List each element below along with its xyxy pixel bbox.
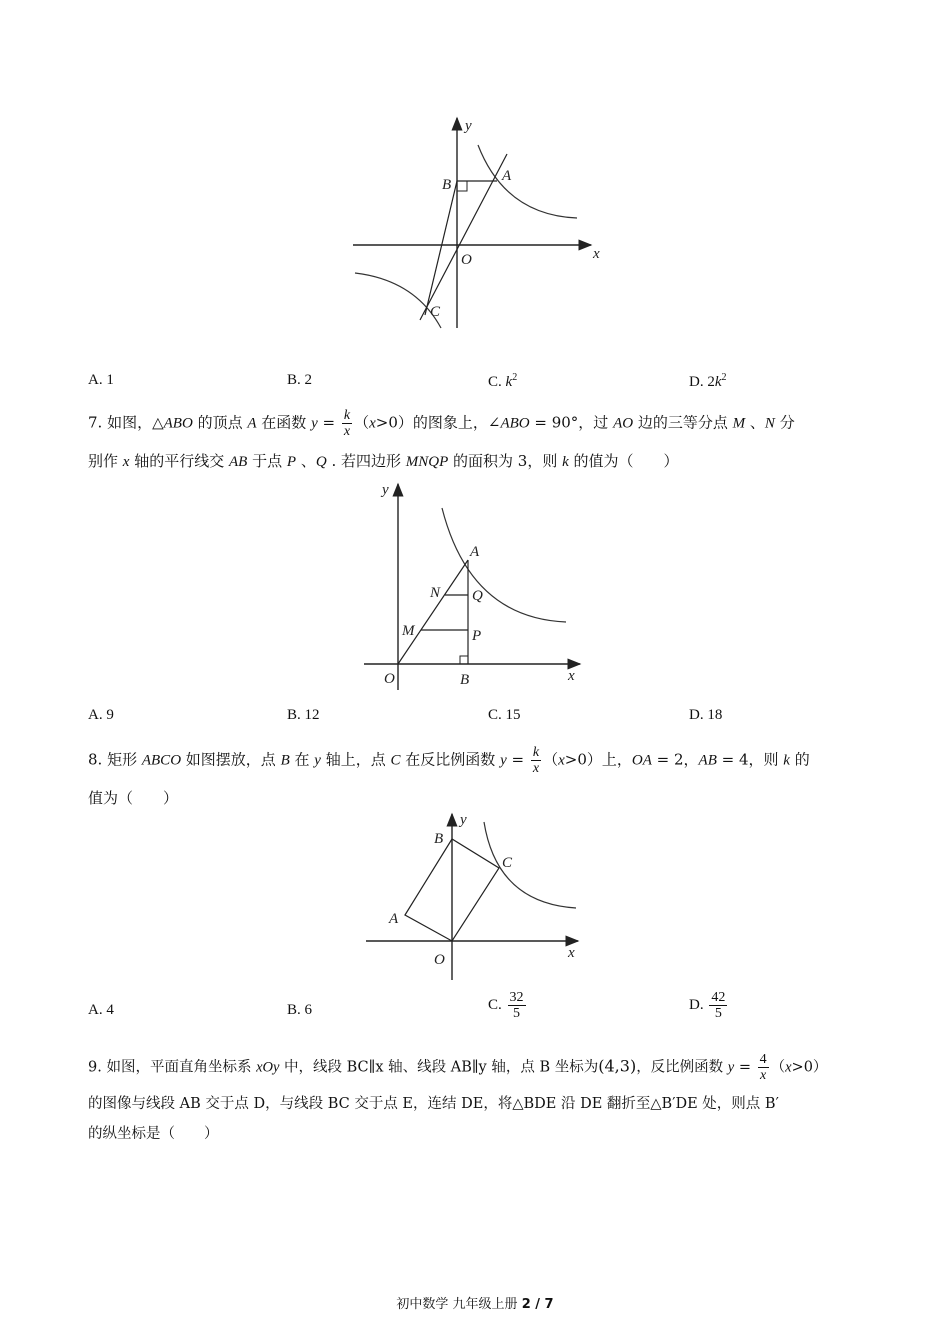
label-O: O <box>434 952 445 968</box>
q6-option-d: D. $2k^2$ <box>689 372 727 390</box>
q6-option-b: B. 2 <box>287 372 313 388</box>
right-angle-mark <box>460 656 468 664</box>
label-y: y <box>465 118 472 134</box>
q6-figure <box>345 110 615 335</box>
q7-option-a: A. 9 <box>88 707 114 723</box>
q9-fraction: $\frac{4}{x}$ <box>759 1052 767 1083</box>
q6-option-c: C. $k^2$ <box>488 372 518 390</box>
hyperbola <box>442 508 566 622</box>
q8-option-d: D. $\frac{42}{5}$ <box>689 990 726 1021</box>
label-A: A <box>470 544 480 560</box>
q8-option-c: C. $\frac{32}{5}$ <box>488 990 524 1021</box>
label-O: O <box>461 252 472 268</box>
q9-line-1: 9. 如图，平面直角坐标系 xOy 中，线段 BC∥x 轴、线段 AB∥y 轴，点 B 坐标为(4,3)，反比例函数 y = $\frac{4}{x}$ （x>0） <box>88 1052 828 1083</box>
segment-OA <box>398 560 468 664</box>
label-C: C <box>502 855 513 871</box>
label-y: y <box>460 812 467 828</box>
q7-line-1: 7. 如图，△ABO 的顶点 A 在函数 y = $\frac{k}{x}$ （x>0）的图象上，∠ABO = 90°，过 AO 边的三等分点 M 、N 分 <box>88 408 795 439</box>
q6-option-a: A. 1 <box>88 372 114 388</box>
hyperbola <box>484 822 576 908</box>
label-N: N <box>430 585 441 601</box>
label-x: x <box>568 945 575 961</box>
page-footer: 初中数学 九年级上册 2 / 7 <box>396 1297 554 1312</box>
q8-line-1: 8. 矩形 ABCO 如图摆放，点 B 在 y 轴上，点 C 在反比例函数 y = $\frac{k}{x}$ （x>0）上，OA = 2，AB = 4，则 k 的 <box>88 745 810 776</box>
q8-fraction: $\frac{k}{x}$ <box>532 745 540 776</box>
q7-figure <box>360 478 600 693</box>
q7-option-c: C. 15 <box>488 707 521 723</box>
q8-option-b: B. 6 <box>287 1002 313 1018</box>
q9-line-2: 的图像与线段 AB 交于点 D，与线段 BC 交于点 E，连结 DE，将△BDE 沿 DE 翻折至△B′DE 处，则点 B′ <box>88 1096 779 1112</box>
q8-line-2: 值为（ ） <box>88 789 179 807</box>
page-number: 2 / 7 <box>521 1297 554 1312</box>
q7-option-d: D. 18 <box>689 707 723 723</box>
label-A: A <box>502 168 512 184</box>
label-M: M <box>402 623 415 639</box>
q7-line-2: 别作 x 轴的平行线交 AB 于点 P 、Q . 若四边形 MNQP 的面积为 3，则 k 的值为（ ） <box>88 452 679 470</box>
q8-option-a: A. 4 <box>88 1002 114 1018</box>
label-O: O <box>384 671 395 687</box>
segment-AC <box>420 154 507 320</box>
label-B: B <box>460 672 470 688</box>
q9-line-3: 的纵坐标是（ ） <box>88 1126 219 1142</box>
label-x: x <box>568 668 575 684</box>
label-y: y <box>382 482 389 498</box>
label-x: x <box>593 246 600 262</box>
label-P: P <box>472 628 482 644</box>
label-B: B <box>434 831 444 847</box>
label-B: B <box>442 177 452 193</box>
q7-fraction: $\frac{k}{x}$ <box>343 408 351 439</box>
right-angle-mark <box>457 181 467 191</box>
label-C: C <box>430 304 441 320</box>
q7-option-b: B. 12 <box>287 707 320 723</box>
q8-figure <box>362 808 587 988</box>
label-A: A <box>389 911 399 927</box>
segment-BC <box>425 181 457 315</box>
label-Q: Q <box>472 588 483 604</box>
